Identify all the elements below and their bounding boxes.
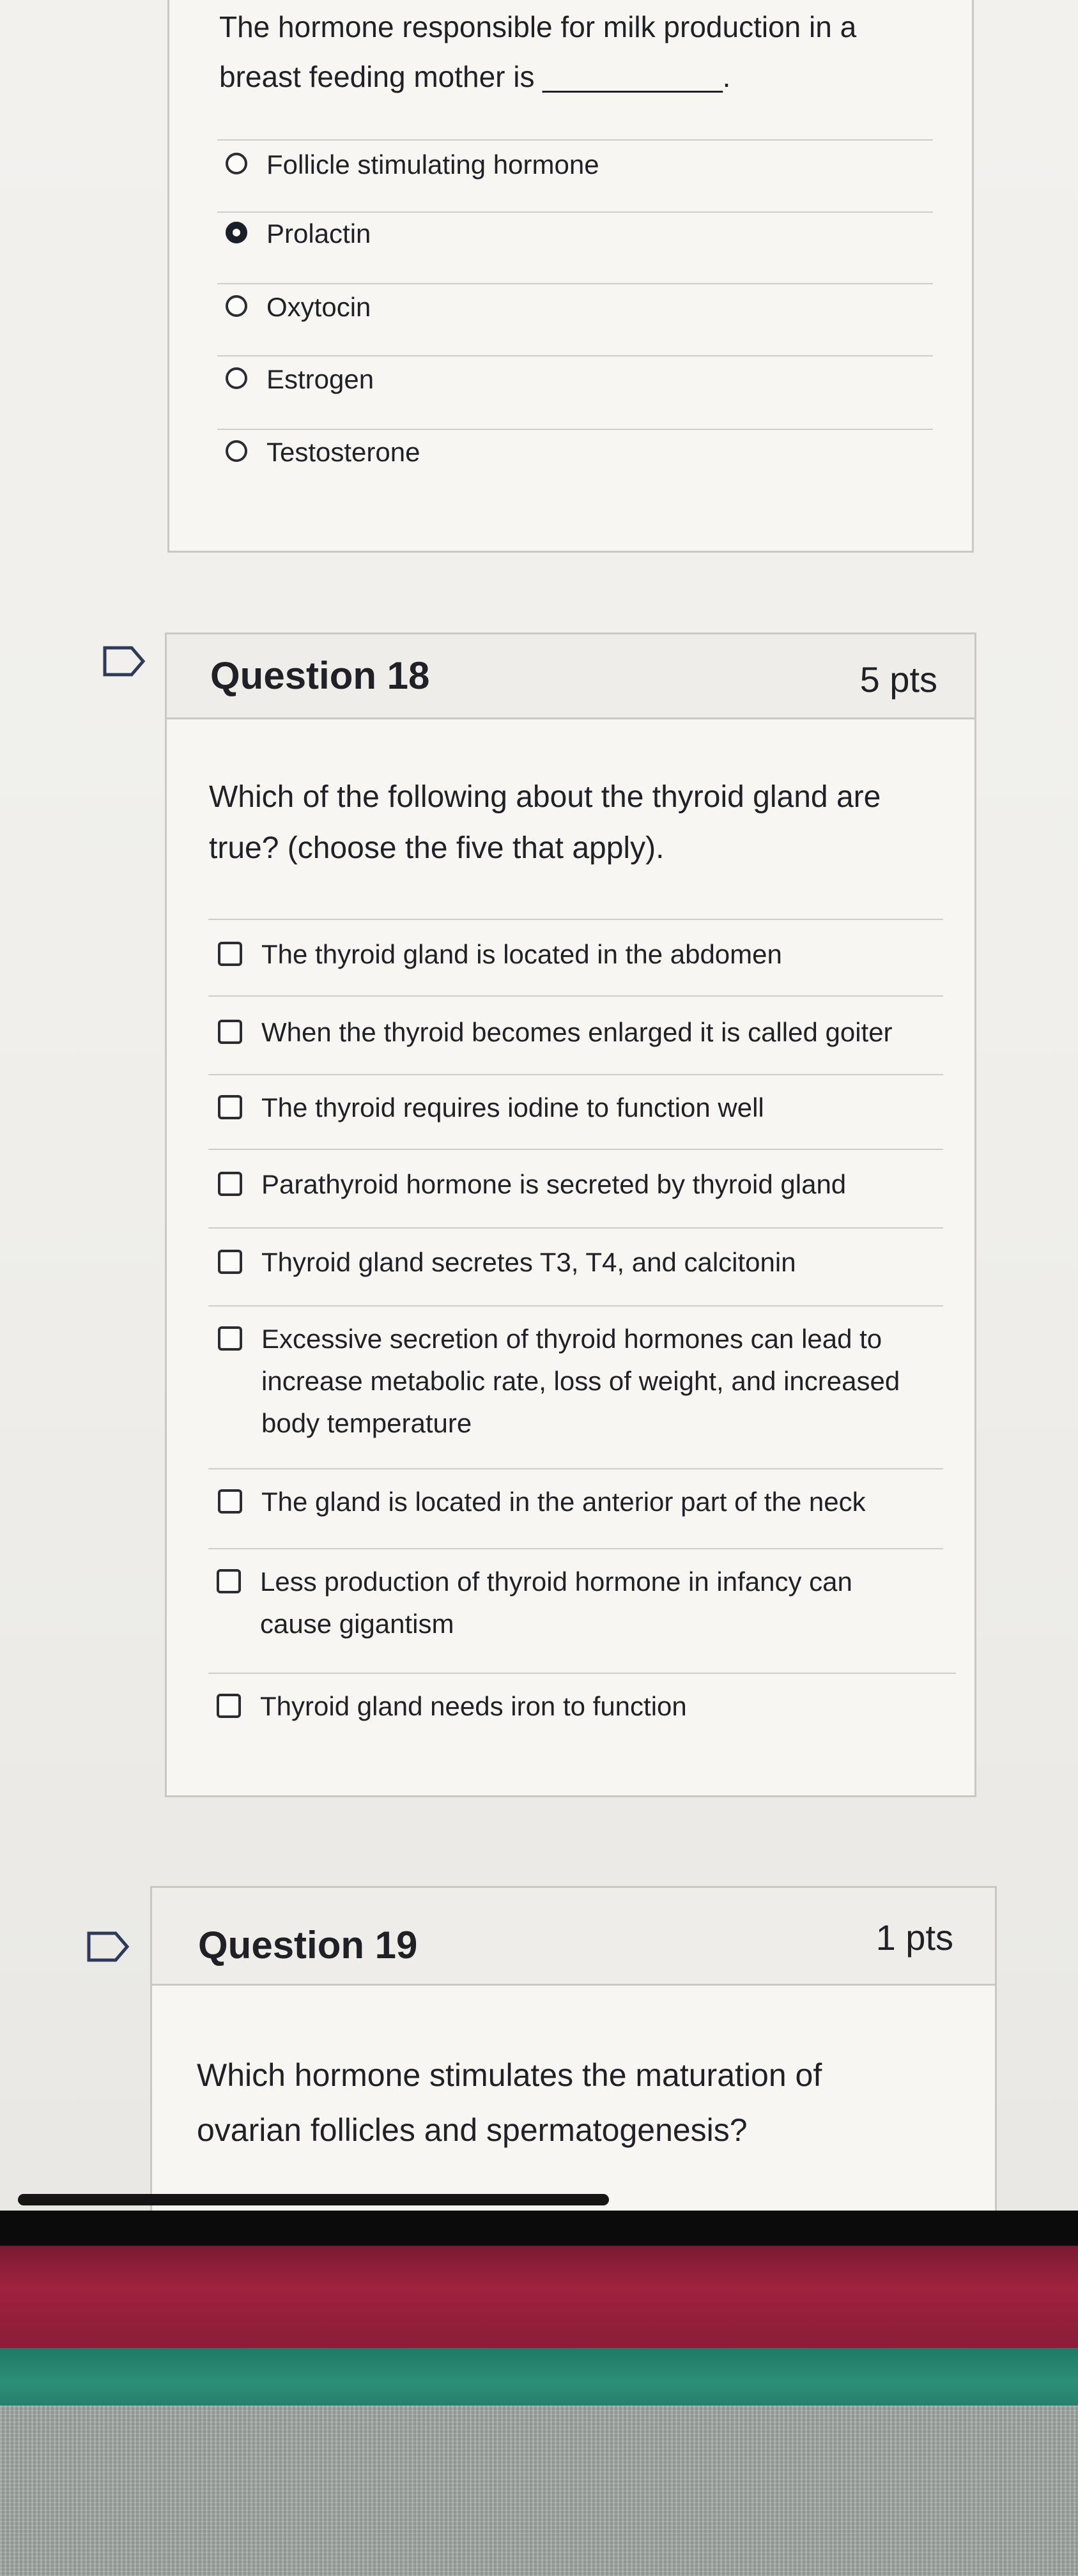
question-18-text-line-2: true? (choose the five that apply). bbox=[209, 831, 665, 865]
option-label: Testosterone bbox=[266, 437, 420, 467]
question-19-header bbox=[152, 1888, 995, 1986]
question-18-text-line-1: Which of the following about the thyroid gland are bbox=[209, 780, 881, 814]
checkbox[interactable] bbox=[218, 1020, 242, 1044]
option-label: Parathyroid hormone is secreted by thyroid gland bbox=[261, 1169, 847, 1199]
q18-option-anterior-neck[interactable] bbox=[218, 1481, 946, 1523]
question-19-title: Question 19 bbox=[198, 1924, 418, 1966]
question-18-card bbox=[165, 632, 976, 1797]
option-label: Prolactin bbox=[266, 218, 371, 249]
q17-option-oxytocin[interactable] bbox=[226, 286, 371, 328]
device-bezel bbox=[0, 2211, 1078, 2246]
q18-option-gigantism[interactable] bbox=[217, 1561, 888, 1645]
radio-button[interactable] bbox=[226, 367, 247, 389]
question-17-text-line-1: The hormone responsible for milk production in a bbox=[219, 10, 857, 43]
background-fabric bbox=[0, 2405, 1078, 2576]
question-17-text bbox=[219, 2, 954, 102]
checkbox[interactable] bbox=[218, 1326, 242, 1351]
flag-question-icon[interactable] bbox=[102, 645, 147, 677]
separator bbox=[208, 995, 943, 997]
separator bbox=[208, 1673, 956, 1674]
flag-question-icon[interactable] bbox=[86, 1931, 131, 1963]
q17-option-follicle-stimulating-hormone[interactable] bbox=[226, 144, 599, 186]
option-label: When the thyroid becomes enlarged it is called goiter bbox=[261, 1017, 893, 1047]
checkbox[interactable] bbox=[218, 1172, 242, 1196]
separator bbox=[208, 1548, 943, 1549]
question-17-text-line-2: breast feeding mother is ___________. bbox=[219, 60, 731, 93]
q17-option-prolactin[interactable] bbox=[226, 213, 371, 255]
question-19-card bbox=[150, 1886, 997, 2231]
option-label: Estrogen bbox=[266, 364, 374, 394]
option-label: The thyroid requires iodine to function well bbox=[261, 1092, 764, 1123]
separator bbox=[208, 1468, 943, 1469]
q17-option-estrogen[interactable] bbox=[226, 358, 374, 401]
question-19-text-line-2: ovarian follicles and spermatogenesis? bbox=[197, 2112, 748, 2148]
background-teal-surface bbox=[0, 2348, 1078, 2405]
q17-option-testosterone[interactable] bbox=[226, 431, 420, 473]
separator bbox=[217, 355, 933, 356]
checkbox[interactable] bbox=[218, 1250, 242, 1274]
option-label: Thyroid gland secretes T3, T4, and calcitonin bbox=[261, 1247, 796, 1277]
radio-button[interactable] bbox=[226, 295, 247, 317]
option-label: Thyroid gland needs iron to function bbox=[260, 1691, 687, 1721]
radio-button[interactable] bbox=[226, 440, 247, 462]
q18-option-excessive-secretion[interactable] bbox=[218, 1318, 921, 1445]
q18-option-iron[interactable] bbox=[217, 1685, 945, 1728]
separator bbox=[208, 1074, 943, 1075]
q18-option-iodine[interactable] bbox=[218, 1087, 946, 1129]
separator bbox=[208, 919, 943, 920]
q18-option-abdomen[interactable] bbox=[218, 933, 946, 976]
option-label: The gland is located in the anterior part of the neck bbox=[261, 1487, 866, 1517]
q18-option-goiter[interactable] bbox=[218, 1011, 953, 1054]
question-19-text bbox=[197, 2048, 976, 2158]
option-label: The thyroid gland is located in the abdomen bbox=[261, 939, 782, 969]
option-label: Follicle stimulating hormone bbox=[266, 150, 599, 180]
q18-option-parathyroid[interactable] bbox=[218, 1163, 946, 1206]
q18-option-t3-t4-calcitonin[interactable] bbox=[218, 1241, 946, 1284]
option-label: Oxytocin bbox=[266, 292, 371, 322]
question-17-card bbox=[167, 0, 974, 553]
checkbox[interactable] bbox=[218, 942, 242, 966]
separator bbox=[217, 429, 933, 430]
option-label: Less production of thyroid hormone in infancy can cause gigantism bbox=[260, 1567, 852, 1639]
question-18-title: Question 18 bbox=[210, 654, 430, 697]
checkbox[interactable] bbox=[217, 1694, 241, 1718]
background-red-surface bbox=[0, 2246, 1078, 2348]
option-label: Excessive secretion of thyroid hormones can lead to increase metabolic rate, loss of weight, and increased body temperature bbox=[261, 1324, 900, 1438]
checkbox[interactable] bbox=[218, 1095, 242, 1119]
horizontal-scrollbar[interactable] bbox=[18, 2194, 609, 2205]
question-18-points: 5 pts bbox=[859, 659, 937, 700]
separator bbox=[217, 139, 933, 141]
radio-button-selected[interactable] bbox=[226, 222, 247, 243]
question-18-header bbox=[167, 634, 974, 719]
question-19-points: 1 pts bbox=[875, 1917, 953, 1958]
separator bbox=[208, 1149, 943, 1150]
separator bbox=[217, 283, 933, 284]
radio-button[interactable] bbox=[226, 153, 247, 174]
question-19-text-line-1: Which hormone stimulates the maturation of bbox=[197, 2057, 822, 2093]
separator bbox=[208, 1227, 943, 1229]
separator bbox=[208, 1305, 943, 1307]
checkbox[interactable] bbox=[218, 1489, 242, 1514]
question-18-text bbox=[209, 772, 957, 874]
checkbox[interactable] bbox=[217, 1569, 241, 1593]
